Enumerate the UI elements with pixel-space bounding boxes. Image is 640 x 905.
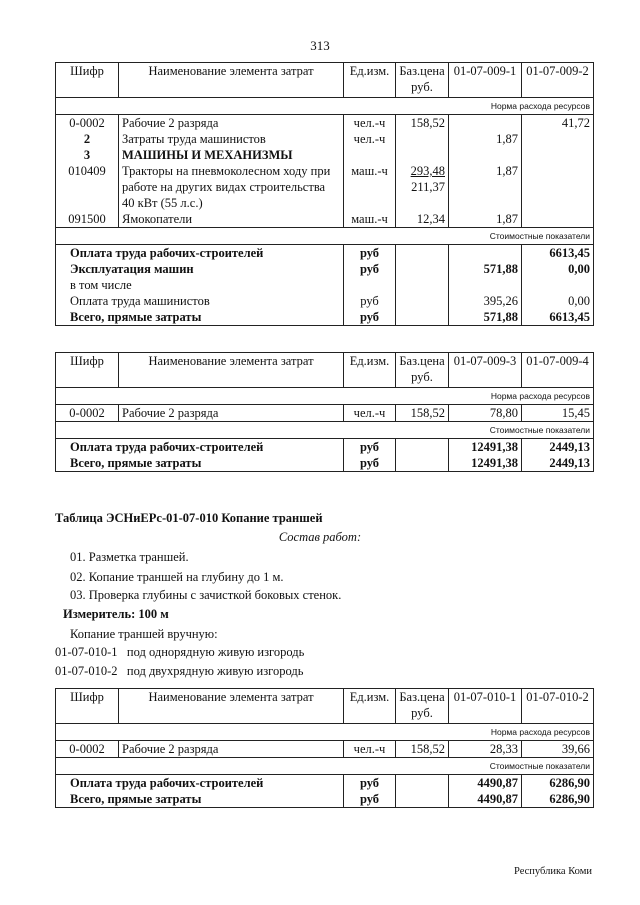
table-row: 2 Затраты труда машинистов чел.-ч 1,87: [56, 131, 594, 147]
variant-2: 01-07-010-2 под двухрядную живую изгородь: [55, 664, 304, 678]
meter-label: Измеритель: 100 м: [63, 607, 169, 621]
table-row: 3 МАШИНЫ И МЕХАНИЗМЫ: [56, 147, 594, 163]
table-header: [56, 63, 594, 98]
table-header: Шифр Наименование элемента затрат Ед.изм. Баз.цена руб. 01-07-009-3 01-07-009-4: [56, 353, 594, 388]
resource-table-2: [55, 352, 594, 472]
resource-table-1: [55, 62, 594, 326]
band-norm: Норма расхода ресурсов: [56, 388, 594, 405]
cost-row: Всего, прямые затраты руб 571,88 6613,45: [56, 309, 594, 326]
cost-row: Оплата труда рабочих-строителей руб 6613,45: [56, 245, 594, 262]
header-code: Шифр: [56, 63, 119, 98]
band-cost: Стоимостные показатели: [56, 758, 594, 775]
cost-row: Оплата труда рабочих-строителей руб 12491,38 2449,13: [56, 439, 594, 456]
composition-heading: Состав работ:: [278, 530, 362, 544]
cost-row: Эксплуатация машин руб 571,88 0,00: [56, 261, 594, 277]
table-row: 0-0002 Рабочие 2 разряда чел.-ч 158,52 78,80 15,45: [56, 405, 594, 422]
band-norm: Норма расхода ресурсов: [56, 98, 594, 115]
table-row: 0-0002 Рабочие 2 разряда чел.-ч 158,52 28,33 39,66: [56, 741, 594, 758]
header-unit: Ед.изм.: [344, 63, 396, 98]
section-title: Таблица ЭСНиЕРс-01-07-010 Копание траншей: [55, 511, 323, 525]
band-norm: Норма расхода ресурсов: [56, 724, 594, 741]
cost-row: Оплата труда машинистов руб 395,26 0,00: [56, 293, 594, 309]
cost-row: в том числе: [56, 277, 594, 293]
step-3: 03. Проверка глубины с зачисткой боковых стенок.: [70, 588, 342, 602]
cost-row: Всего, прямые затраты руб 12491,38 2449,13: [56, 455, 594, 472]
manual-label: Копание траншей вручную:: [70, 627, 218, 641]
table-row: 0-0002 Рабочие 2 разряда чел.-ч 158,52 41,72: [56, 115, 594, 132]
table-row: 010409 Тракторы на пневмоколесном ходу при работе на других видах строительства 40 кВт (55 л.с.) маш.-ч 293,48 211,37 1,87: [56, 163, 594, 211]
header-price: Баз.цена руб.: [396, 63, 449, 98]
table-header: Шифр Наименование элемента затрат Ед.изм. Баз.цена руб. 01-07-010-1 01-07-010-2: [56, 689, 594, 724]
header-name: Наименование элемента затрат: [119, 63, 344, 98]
resource-table-3: [55, 688, 594, 808]
band-cost: Стоимостные показатели: [56, 422, 594, 439]
footer-region: Республика Коми: [514, 866, 592, 877]
header-col-b: 01-07-009-2: [522, 63, 594, 98]
cost-row: Всего, прямые затраты руб 4490,87 6286,90: [56, 791, 594, 808]
step-2: 02. Копание траншей на глубину до 1 м.: [70, 570, 284, 584]
variant-1: 01-07-010-1 под однорядную живую изгородь: [55, 645, 305, 659]
header-col-a: 01-07-009-1: [449, 63, 522, 98]
step-1: 01. Разметка траншей.: [70, 550, 189, 564]
table-row: 091500 Ямокопатели маш.-ч 12,34 1,87: [56, 211, 594, 228]
page-number: 313: [310, 38, 330, 53]
band-cost: Стоимостные показатели: [56, 228, 594, 245]
cost-row: Оплата труда рабочих-строителей руб 4490,87 6286,90: [56, 775, 594, 792]
